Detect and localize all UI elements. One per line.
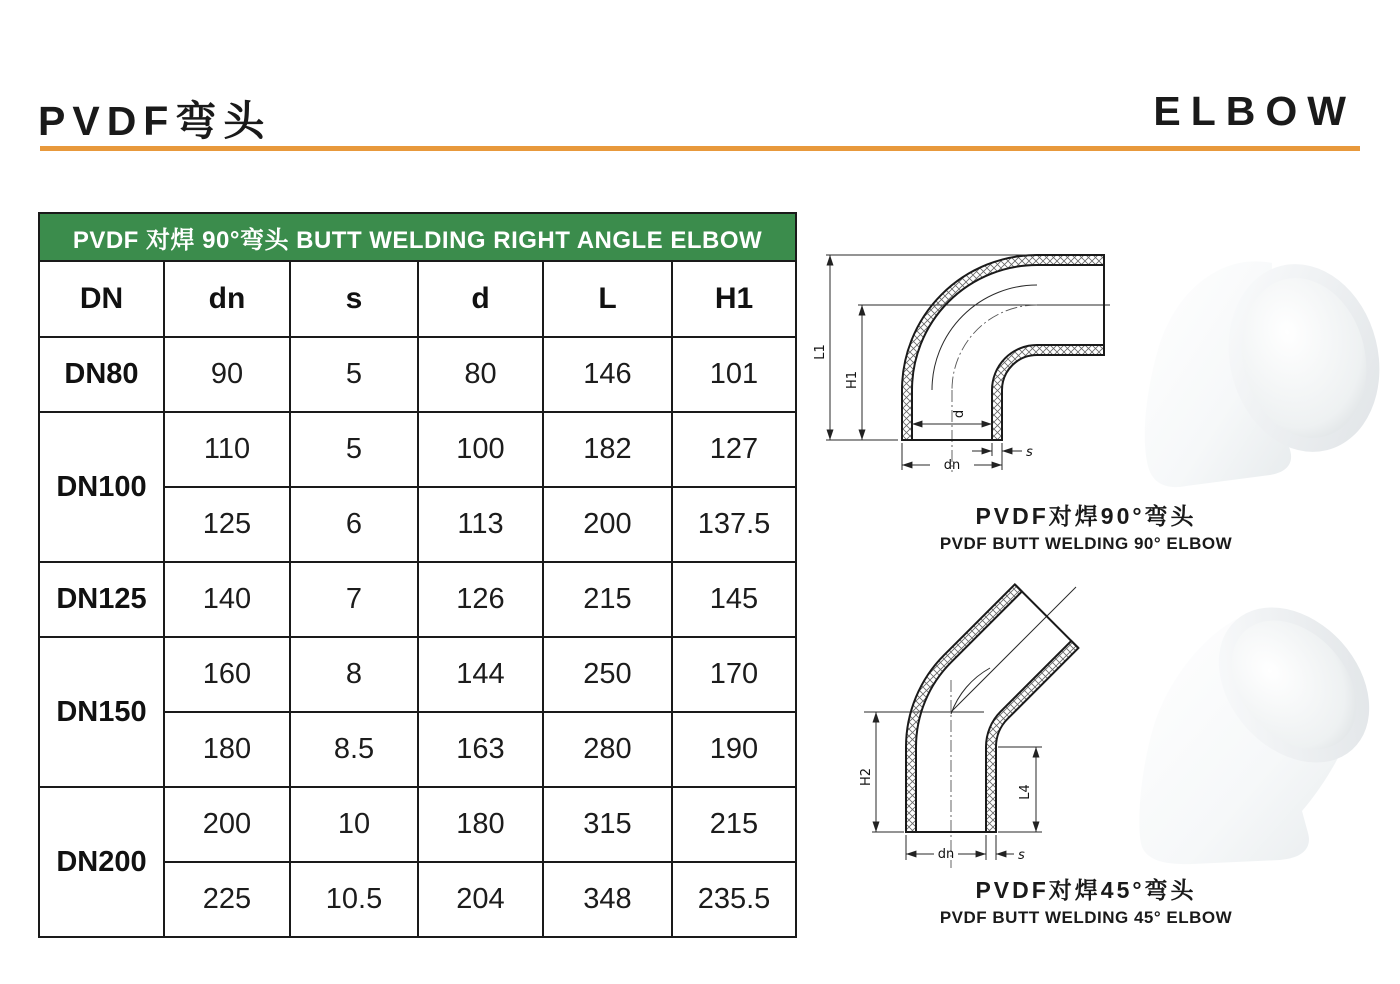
spec-cell: 144 xyxy=(418,637,543,712)
spec-cell: 163 xyxy=(418,712,543,787)
table-title-bar: PVDF 对焊 90°弯头 BUTT WELDING RIGHT ANGLE ELBOW xyxy=(39,213,796,261)
elbow90-caption-cn: PVDF对焊90°弯头 xyxy=(975,503,1197,529)
column-header: s xyxy=(290,261,418,337)
elbow45-caption-en: PVDF BUTT WELDING 45° ELBOW xyxy=(939,908,1233,927)
spec-cell: 145 xyxy=(672,562,796,637)
spec-cell: 8 xyxy=(290,637,418,712)
elbow45-caption-cn: PVDF对焊45°弯头 xyxy=(975,877,1197,903)
dn-group-label: DN200 xyxy=(39,787,164,937)
table-row xyxy=(39,787,796,862)
spec-cell: 125 xyxy=(164,487,290,562)
elbow90-render xyxy=(1122,238,1392,496)
table-row xyxy=(39,562,796,637)
elbow45-drawing xyxy=(846,582,1136,872)
spec-cell: 100 xyxy=(418,412,543,487)
dim-label-h2: H2 xyxy=(859,767,874,787)
spec-cell: 280 xyxy=(543,712,672,787)
spec-cell: 8.5 xyxy=(290,712,418,787)
spec-cell: 80 xyxy=(418,337,543,412)
spec-cell: 235.5 xyxy=(672,862,796,937)
table-row xyxy=(39,412,796,487)
spec-cell: 90 xyxy=(164,337,290,412)
spec-cell: 225 xyxy=(164,862,290,937)
dn-group-label: DN150 xyxy=(39,637,164,787)
spec-cell: 215 xyxy=(672,787,796,862)
spec-cell: 10.5 xyxy=(290,862,418,937)
page-title-en: ELBOW xyxy=(1153,88,1356,134)
spec-cell: 170 xyxy=(672,637,796,712)
spec-cell: 137.5 xyxy=(672,487,796,562)
spec-cell: 101 xyxy=(672,337,796,412)
dim-label-s: s xyxy=(1018,848,1025,863)
spec-cell: 10 xyxy=(290,787,418,862)
dim-label-dn: dn xyxy=(943,458,961,473)
dn-group-label: DN100 xyxy=(39,412,164,562)
table-header-row xyxy=(39,261,796,337)
dim-label-l1: L1 xyxy=(813,344,828,360)
spec-cell: 190 xyxy=(672,712,796,787)
dim-label-l4: L4 xyxy=(1018,784,1033,800)
dim-label-dn: dn xyxy=(937,847,955,862)
elbow90-drawing xyxy=(812,240,1112,480)
column-header: dn xyxy=(164,261,290,337)
spec-cell: 160 xyxy=(164,637,290,712)
inner-wall-section xyxy=(986,641,1078,832)
column-header: H1 xyxy=(672,261,796,337)
inner-wall-section xyxy=(992,345,1104,440)
elbow45-render xyxy=(1112,585,1392,870)
dim-label-s: s xyxy=(1026,445,1033,460)
spec-cell: 180 xyxy=(418,787,543,862)
elbow45-caption xyxy=(790,872,1382,928)
spec-cell: 215 xyxy=(543,562,672,637)
spec-cell: 5 xyxy=(290,412,418,487)
spec-cell: 146 xyxy=(543,337,672,412)
column-header: d xyxy=(418,261,543,337)
dn-group-label: DN80 xyxy=(39,337,164,412)
spec-cell: 140 xyxy=(164,562,290,637)
table-row xyxy=(39,637,796,712)
spec-cell: 315 xyxy=(543,787,672,862)
spec-cell: 200 xyxy=(543,487,672,562)
spec-cell: 5 xyxy=(290,337,418,412)
dim-label-d: d xyxy=(952,409,967,419)
page-title-cn: PVDF弯头 xyxy=(38,98,272,144)
elbow90-caption xyxy=(790,498,1382,554)
dim-label-h1: H1 xyxy=(845,370,860,390)
elbow90-caption-en: PVDF BUTT WELDING 90° ELBOW xyxy=(939,534,1233,553)
spec-cell: 180 xyxy=(164,712,290,787)
column-header: L xyxy=(543,261,672,337)
accent-rule xyxy=(40,146,1360,151)
spec-cell: 250 xyxy=(543,637,672,712)
dn-group-label: DN125 xyxy=(39,562,164,637)
spec-cell: 110 xyxy=(164,412,290,487)
column-header: DN xyxy=(39,261,164,337)
spec-table-body xyxy=(39,337,796,937)
spec-cell: 200 xyxy=(164,787,290,862)
spec-cell: 182 xyxy=(543,412,672,487)
spec-cell: 6 xyxy=(290,487,418,562)
spec-cell: 126 xyxy=(418,562,543,637)
spec-cell: 113 xyxy=(418,487,543,562)
table-row xyxy=(39,337,796,412)
spec-table xyxy=(38,212,797,938)
spec-cell: 127 xyxy=(672,412,796,487)
spec-cell: 348 xyxy=(543,862,672,937)
spec-cell: 7 xyxy=(290,562,418,637)
spec-cell: 204 xyxy=(418,862,543,937)
